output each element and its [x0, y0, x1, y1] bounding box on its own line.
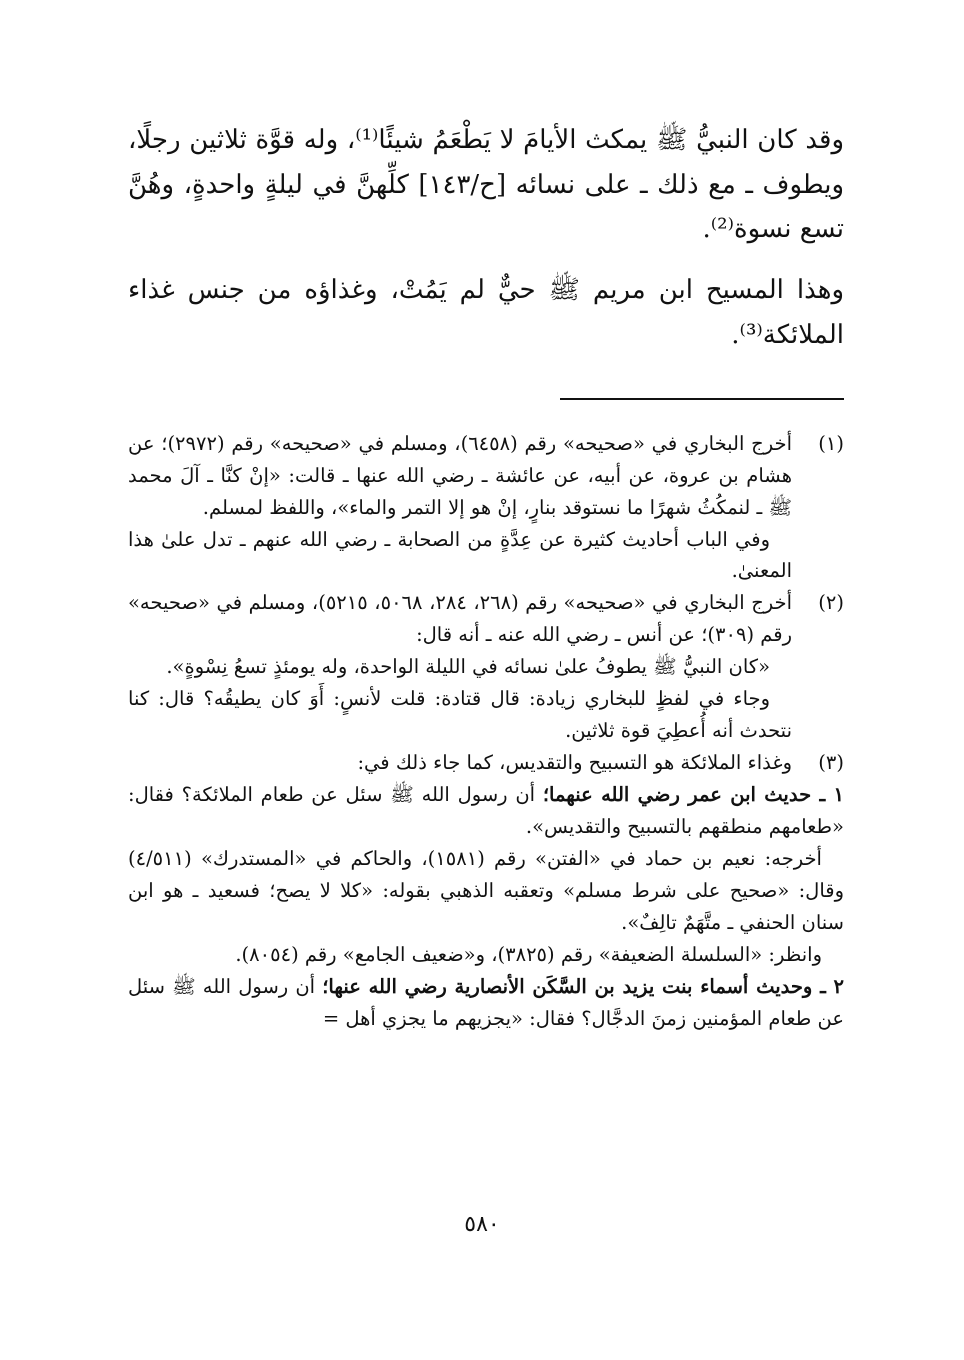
see-also-text: وانظر: «السلسلة الضعيفة» رقم (٣٨٢٥)، و«ضعيف الجامع» رقم (٨٠٥٤).	[235, 943, 822, 967]
main-paragraph-2: وهذا المسيح ابن مريم ﷺ حيٌّ لم يَمُتْ، وغذاؤه من جنس غذاء الملائكة⁽³⁾.	[128, 275, 844, 350]
footnote-2	[128, 587, 844, 747]
takhrij-text: أخرجه: نعيم بن حماد في «الفتن» رقم (١٥٨١)، والحاكم في «المستدرك» (٤/٥١١) وقال: «صحيح على شرط مسلم» وتعقبه الذهبي بقوله: «كلا لا يصح؛ فسعيد ـ هو ابن سنان الحنفي ـ متَّهَمٌ تالِفٌ».	[128, 847, 844, 935]
footnote-paragraph: وفي الباب أحاديث كثيرة عن عِدَّةٍ من الصحابة ـ رضي الله عنهم ـ تدل علىٰ هذا المعنىٰ.	[128, 527, 792, 583]
hadith-text: أن رسول الله ﷺ سئل عن طعام الملائكة؟ فقال: «طعامهم منطقهم بالتسبيح والتقديس».	[128, 783, 844, 839]
main-text	[128, 118, 844, 358]
footnote-3-continuation	[128, 779, 844, 1035]
footnote-paragraph: وجاء في لفظٍ للبخاري زيادة: قال قتادة: قلت لأنسٍ: أَوَ كان يطيقُه؟ قال: كنا نتحدث أنه أُعطِيَ قوة ثلاثين.	[128, 687, 792, 743]
footnote-number: (٢)	[818, 591, 844, 615]
page-number: ٥٨٠	[464, 1212, 500, 1237]
footnote-body	[128, 428, 792, 588]
footnote-1	[128, 428, 844, 588]
footnote-separator	[560, 398, 844, 400]
footnote-paragraph: أخرج البخاري في «صحيحه» رقم (٦٤٥٨)، ومسلم في «صحيحه» رقم (٢٩٧٢)؛ عن هشام بن عروة، عن أبيه، عن عائشة ـ رضي الله عنها ـ قالت: «إنْ كنَّا ـ آلَ محمد ﷺ ـ لنمكُثُ شهرًا ما نستوقد بنارٍ، إنْ هو إلا التمر والماء»، واللفظ لمسلم.	[128, 431, 792, 519]
takhrij-paragraph	[128, 843, 844, 939]
hadith-text: أن رسول الله ﷺ سئل عن طعام المؤمنين زمنَ الدجَّال؟ فقال: «يجزيهم ما يجزي أهل =	[128, 975, 844, 1031]
footnote-number: (١)	[818, 431, 844, 455]
page-body	[128, 118, 844, 1035]
footnote-paragraph: «كان النبيُّ ﷺ يطوفُ علىٰ نسائه في الليلة الواحدة، وله يومئذٍ تسعُ نِسْوةٍ».	[166, 655, 770, 679]
footnote-body	[128, 747, 792, 779]
main-paragraph-1: وقد كان النبيُّ ﷺ يمكث الأيامَ لا يَطْعَمُ شيئًا⁽¹⁾، وله قوَّة ثلاثين رجلًا، ويطوف ـ مع ذلك ـ على نسائه [ح/١٤٣] كلِّهنَّ في ليلةٍ واحدةٍ، وهُنَّ تسع نسوة⁽²⁾.	[128, 125, 845, 245]
hadith-paragraph-2	[128, 971, 844, 1035]
footnote-separator-wrap	[128, 376, 844, 414]
footnote-body	[128, 587, 792, 747]
footnote-paragraph: وغذاء الملائكة هو التسبيح والتقديس، كما جاء ذلك في:	[357, 751, 792, 775]
footnote-number: (٣)	[818, 751, 844, 775]
hadith-paragraph-1	[128, 779, 844, 843]
see-also-paragraph	[128, 939, 844, 971]
hadith-heading: ٢ ـ وحديث أسماء بنت يزيد بن السَّكَن الأنصارية رضي الله عنها؛	[322, 975, 844, 999]
hadith-heading: ١ ـ حديث ابن عمر رضي الله عنهما؛	[542, 783, 844, 807]
footnotes	[128, 428, 844, 1035]
footnote-paragraph: أخرج البخاري في «صحيحه» رقم (٢٦٨، ٢٨٤، ٥٠٦٨، ٥٢١٥)، ومسلم في «صحيحه» رقم (٣٠٩)؛ عن أنس ـ رضي الله عنه ـ أنه قال:	[128, 591, 793, 647]
footnote-3	[128, 747, 844, 779]
